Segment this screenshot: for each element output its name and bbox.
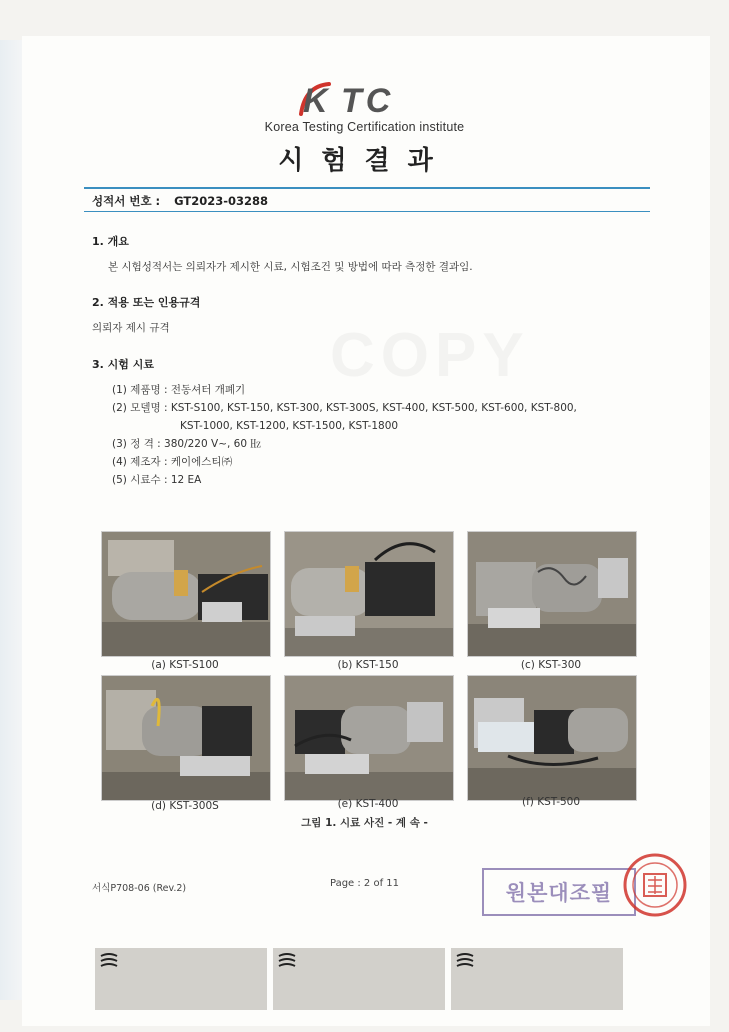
original-verified-stamp: 원본대조필 (482, 868, 636, 916)
section-heading-overview: 1. 개요 (92, 235, 129, 248)
page-title: 시험결과 (278, 146, 451, 176)
spec-manufacturer: (4) 제조자 : 케이에스티㈜ (112, 456, 233, 468)
cert-number-row (92, 193, 268, 209)
security-strip-3 (451, 948, 623, 1010)
copy-watermark: COPY (330, 321, 530, 390)
cert-number-label: 성적서 번호 : (92, 194, 161, 208)
sample-photo-c (467, 531, 637, 657)
photo-caption-d: (d) KST-300S (151, 800, 219, 812)
spec-model-names: (2) 모델명 : KST-S100, KST-150, KST-300, KST-300S, KST-400, KST-500, KST-600, KST-800, (112, 402, 577, 414)
section-heading-sample: 3. 시험 시료 (92, 358, 154, 371)
header-rule-top (84, 187, 650, 189)
sample-photo-b (284, 531, 454, 657)
form-number: 서식P708-06 (Rev.2) (92, 883, 187, 894)
ktc-logo (0, 78, 729, 124)
photo-caption-c: (c) KST-300 (520, 659, 582, 671)
official-seal (620, 850, 690, 924)
figure-caption: 그림 1. 시료 사진 - 계 속 - (301, 817, 428, 829)
sample-photo-f (467, 675, 637, 801)
logo-tc: TC (340, 82, 394, 120)
security-strip-2 (273, 948, 445, 1010)
wave-mark-icon (277, 952, 297, 972)
spec-model-names-cont: KST-1000, KST-1200, KST-1500, KST-1800 (180, 420, 399, 432)
wave-mark-icon (455, 952, 475, 972)
photo-caption-f: (f) KST-500 (521, 796, 581, 808)
sample-photo-e (284, 675, 454, 801)
photo-caption-b: (b) KST-150 (337, 659, 399, 671)
spec-product-name: (1) 제품명 : 전동셔터 개폐기 (112, 384, 246, 396)
security-strip-1 (95, 948, 267, 1010)
section-heading-standard: 2. 적용 또는 인용규격 (92, 296, 201, 309)
spec-sample-count: (5) 시료수 : 12 EA (112, 474, 202, 486)
photo-caption-e: (e) KST-400 (337, 798, 399, 810)
wave-mark-icon (99, 952, 119, 972)
spec-rating: (3) 정 격 : 380/220 V~, 60 ㎐ (112, 438, 261, 450)
photo-caption-a: (a) KST-S100 (151, 659, 219, 671)
ktc-logo-mark (295, 78, 435, 120)
sample-photo-d (101, 675, 271, 801)
logo-subtitle: Korea Testing Certification institute (264, 120, 465, 134)
sample-photo-a (101, 531, 271, 657)
page-number: Page : 2 of 11 (330, 878, 400, 889)
section-body-standard: 의뢰자 제시 규격 (92, 322, 170, 334)
scan-edge-strip (0, 40, 22, 1000)
cert-number-value: GT2023-03288 (174, 194, 269, 208)
section-body-overview: 본 시험성적서는 의뢰자가 제시한 시료, 시험조건 및 방법에 따라 측정한 결과임. (108, 261, 473, 273)
logo-k: K (302, 82, 328, 120)
header-rule-bottom (84, 211, 650, 212)
